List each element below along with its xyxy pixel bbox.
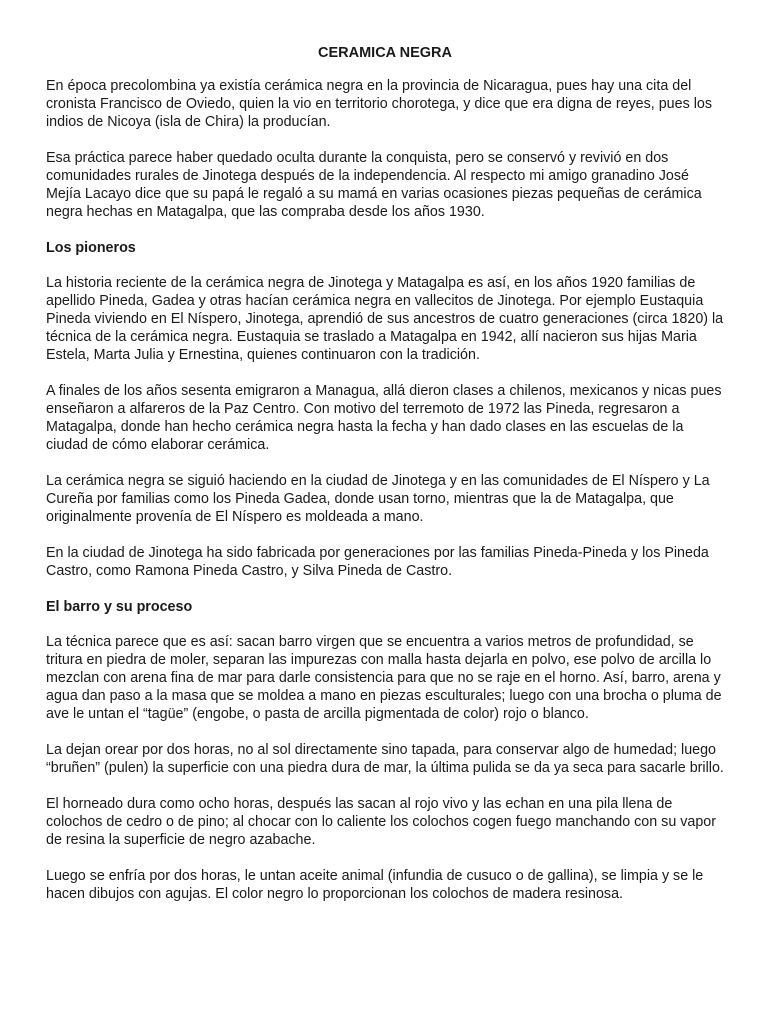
paragraph-barro-3: El horneado dura como ocho horas, después las sacan al rojo vivo y las echan en una pila llena de colochos de cedro o de pino; al chocar con lo caliente los colochos cogen fuego manchando con su vapor de resina la superficie de negro azabache.: [46, 796, 717, 848]
paragraph-pioneros-4: En la ciudad de Jinotega ha sido fabricada por generaciones por las familias Pineda-Pineda y los Pineda Castro, como Ramona Pineda Castro, y Silva Pineda de Castro.: [46, 545, 709, 579]
paragraph-barro-2: La dejan orear por dos horas, no al sol directamente sino tapada, para conservar algo de humedad; luego “bruñen” (pulen) la superficie con una piedra dura de mar, la última pulida se da ya seca para sacarle brillo.: [46, 742, 724, 776]
paragraph-intro-1: En época precolombina ya existía cerámica negra en la provincia de Nicaragua, pues hay una cita del cronista Francisco de Oviedo, quien la vio en territorio chorotega, y dice que era digna de reyes, pues los indios de Nicoya (isla de Chira) la producían.: [46, 78, 712, 130]
paragraph-intro-2: Esa práctica parece haber quedado oculta durante la conquista, pero se conservó y revivió en dos comunidades rurales de Jinotega después de la independencia. Al respecto mi amigo granadino José Mejía Lacayo dice que su papá le regaló a su mamá en varias ocasiones piezas pequeñas de cerámica negra hechas en Matagalpa, que las compraba desde los años 1930.: [46, 150, 702, 220]
section-heading-barro: El barro y su proceso: [46, 599, 193, 615]
paragraph-barro-1: La técnica parece que es así: sacan barro virgen que se encuentra a varios metros de profundidad, se tritura en piedra de moler, separan las impurezas con malla hasta dejarla en polvo, ese polvo de arcilla lo mezclan con arena fina de mar para darle consistencia para que no se raje en el horno. Así, barro, arena y agua dan paso a la masa que se moldea a mano en piezas esculturales; luego con una brocha o pluma de ave le untan el “tagüe” (engobe, o pasta de arcilla pigmentada de color) rojo o blanco.: [46, 634, 722, 722]
document-title: CERAMICA NEGRA: [318, 45, 452, 61]
paragraph-barro-4: Luego se enfría por dos horas, le untan aceite animal (infundia de cusuco o de gallina), se limpia y se le hacen dibujos con agujas. El color negro lo proporcionan los colochos de madera resinosa.: [46, 868, 704, 902]
paragraph-pioneros-3: La cerámica negra se siguió haciendo en la ciudad de Jinotega y en las comunidades de El Níspero y La Cureña por familias como los Pineda Gadea, donde usan torno, mientras que la de Matagalpa, que originalmente provenía de El Níspero es moldeada a mano.: [46, 473, 710, 525]
section-heading-pioneros: Los pioneros: [46, 240, 136, 256]
paragraph-pioneros-2: A finales de los años sesenta emigraron a Managua, allá dieron clases a chilenos, mexicanos y nicas pues enseñaron a alfareros de la Paz Centro. Con motivo del terremoto de 1972 las Pineda, regresaron a Matagalpa, donde han hecho cerámica negra hasta la fecha y han dado clases en las escuelas de la ciudad de cómo elaborar cerámica.: [46, 383, 722, 453]
paragraph-pioneros-1: La historia reciente de la cerámica negra de Jinotega y Matagalpa es así, en los años 1920 familias de apellido Pineda, Gadea y otras hacían cerámica negra en vallecitos de Jinotega. Por ejemplo Eustaquia Pineda viviendo en El Níspero, Jinotega, aprendió de sus ancestros de cuatro generaciones (circa 1820) la técnica de la cerámica negra. Eustaquia se traslado a Matagalpa en 1942, allí nacieron sus hijas Maria Estela, Marta Julia y Ernestina, quienes continuaron con la tradición.: [46, 275, 724, 363]
